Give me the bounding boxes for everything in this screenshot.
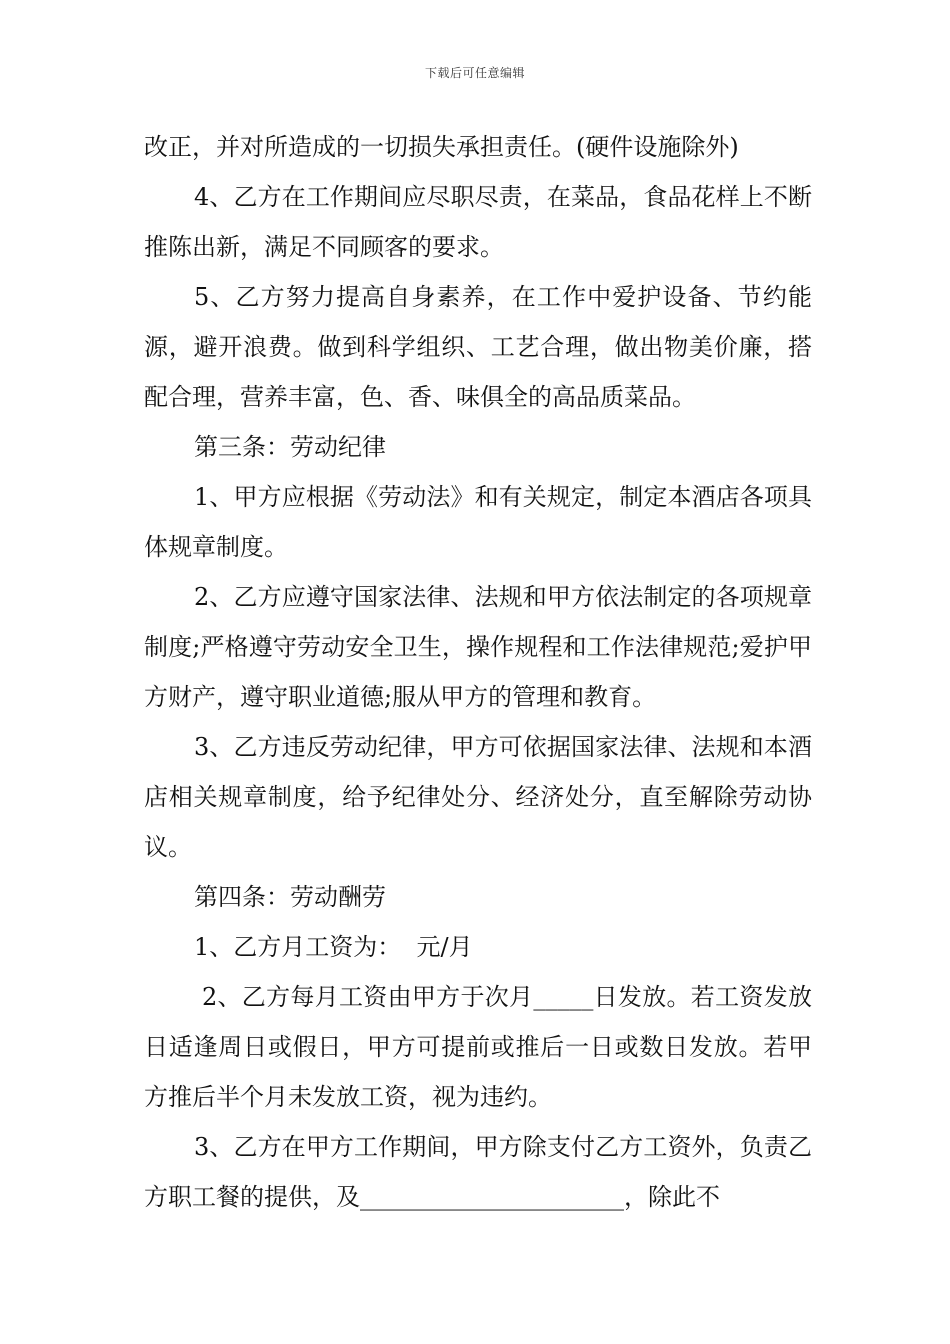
paragraph-continuation: 改正，并对所造成的一切损失承担责任。(硬件设施除外) xyxy=(144,133,739,161)
section-heading-4: 第四条：劳动酬劳 xyxy=(194,883,386,911)
paragraph-item-4: 4、乙方在工作期间应尽职尽责，在菜品，食品花样上不断推陈出新，满足不同顾客的要求。 xyxy=(144,183,812,261)
section-heading-3: 第三条：劳动纪律 xyxy=(194,433,386,461)
paragraph-discipline-1: 1、甲方应根据《劳动法》和有关规定，制定本酒店各项具体规章制度。 xyxy=(144,483,812,561)
document-body xyxy=(144,122,812,1222)
page-header: 下载后可任意编辑 xyxy=(424,66,525,80)
paragraph-pay-1: 1、乙方月工资为： 元/月 xyxy=(194,933,473,961)
paragraph-discipline-3: 3、乙方违反劳动纪律，甲方可依据国家法律、法规和本酒店相关规章制度，给予纪律处分、经济处分，直至解除劳动协议。 xyxy=(144,733,812,861)
paragraph-item-5: 5、乙方努力提高自身素养，在工作中爱护设备、节约能源，避开浪费。做到科学组织、工艺合理，做出物美价廉，搭配合理，营养丰富，色、香、味俱全的高品质菜品。 xyxy=(144,283,812,411)
paragraph-discipline-2: 2、乙方应遵守国家法律、法规和甲方依法制定的各项规章制度;严格遵守劳动安全卫生，操作规程和工作法律规范;爱护甲方财产，遵守职业道德;服从甲方的管理和教育。 xyxy=(144,583,812,711)
paragraph-pay-2: 2、乙方每月工资由甲方于次月_____日发放。若工资发放日适逢周日或假日，甲方可提前或推后一日或数日发放。若甲方推后半个月未发放工资，视为违约。 xyxy=(144,983,812,1111)
paragraph-pay-3: 3、乙方在甲方工作期间，甲方除支付乙方工资外，负责乙方职工餐的提供，及______________________，除此不 xyxy=(144,1133,812,1211)
